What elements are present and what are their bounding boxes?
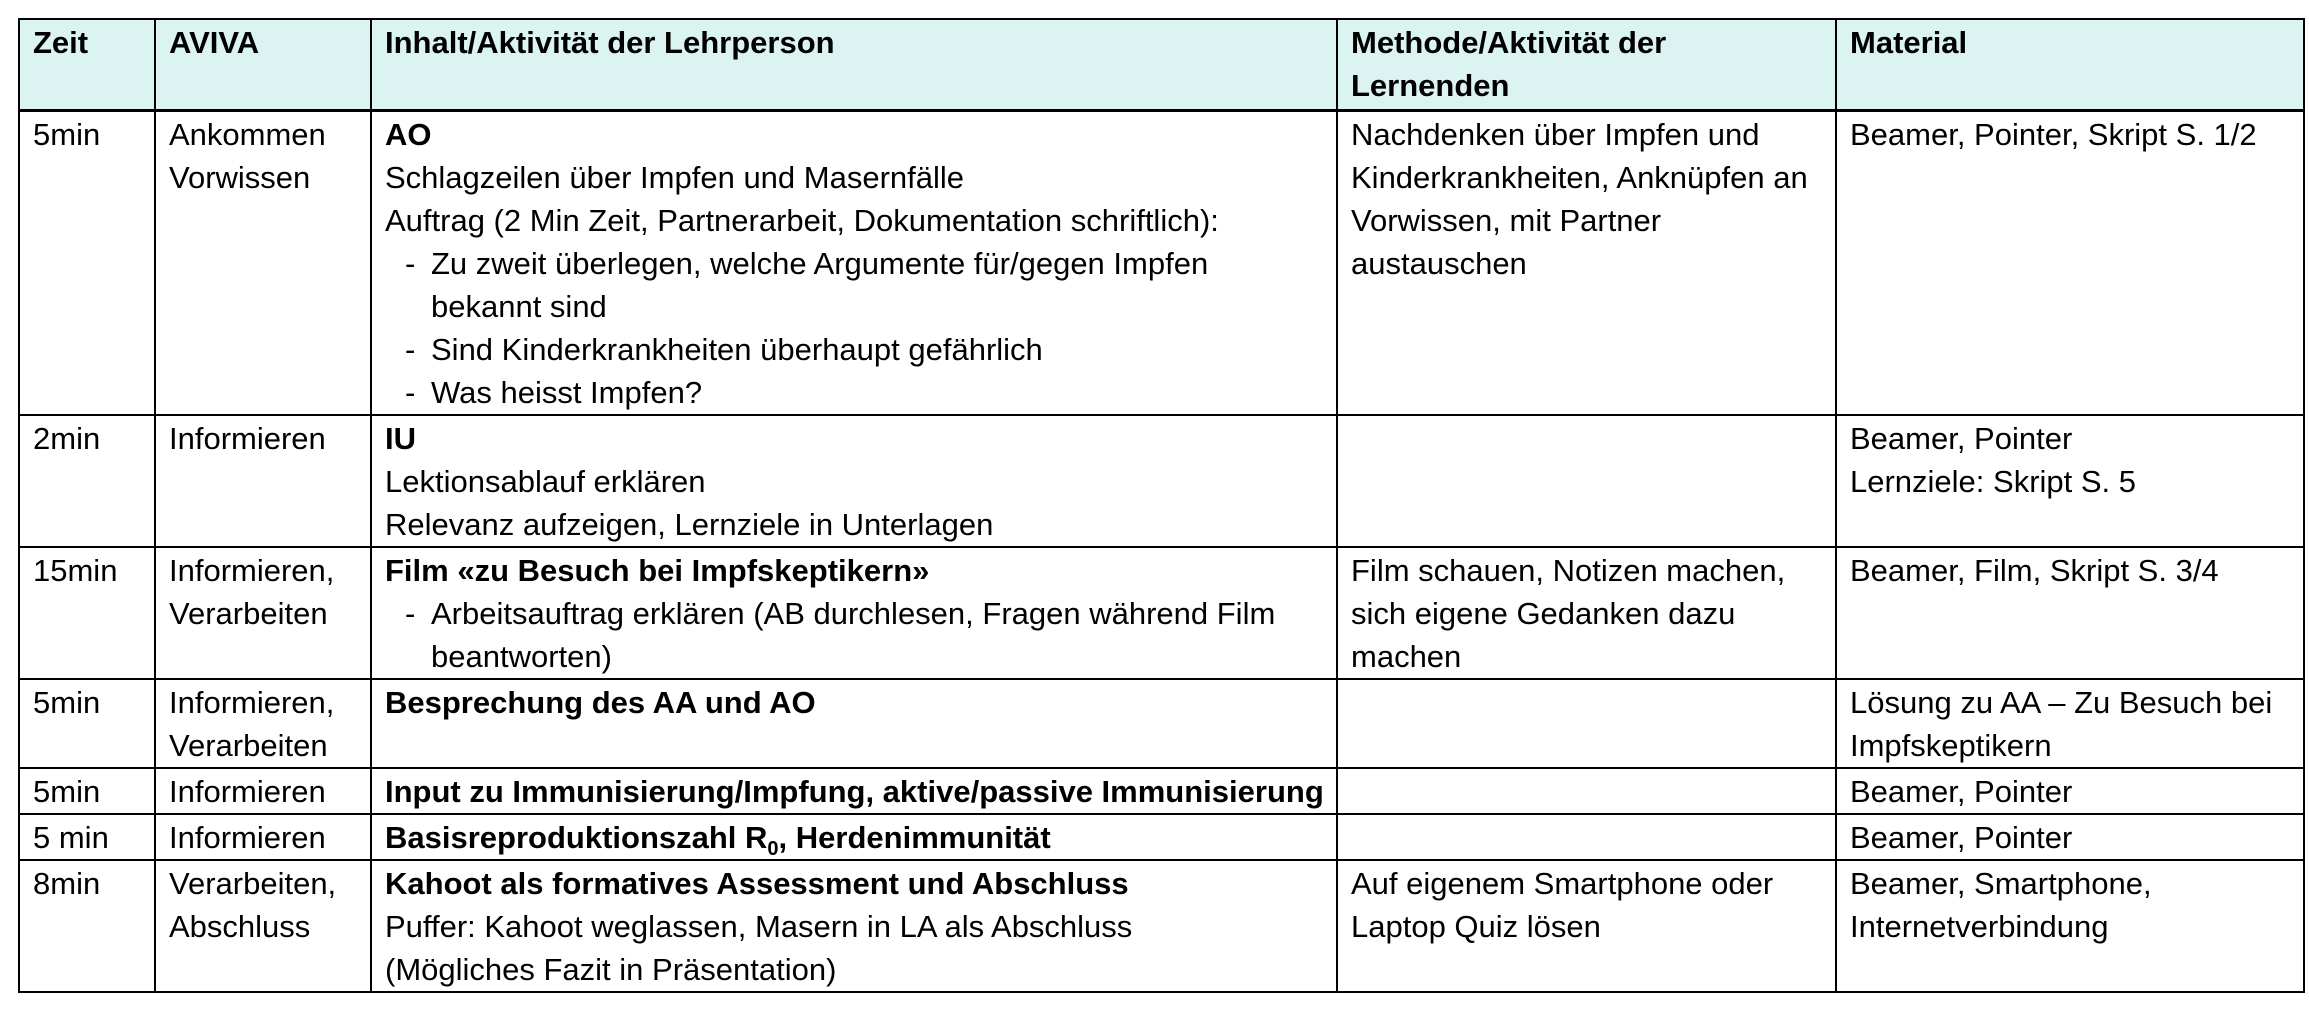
header-aviva: AVIVA [155, 19, 371, 111]
aviva-line: Verarbeiten, [169, 866, 337, 901]
cell-material [1836, 860, 2304, 992]
cell-methode: Auf eigenem Smartphone oder Laptop Quiz lösen [1337, 860, 1836, 992]
inhalt-title-subscript: 0 [767, 838, 779, 860]
header-material: Material [1836, 19, 2304, 111]
inhalt-title [385, 816, 1326, 859]
list-item [385, 328, 1326, 371]
list-item [385, 242, 1326, 328]
header-row [19, 19, 2304, 111]
aviva-line: Informieren, [169, 553, 335, 588]
list-item-text: Arbeitsauftrag erklären (AB durchlesen, Fragen während Film beantworten) [431, 596, 1276, 674]
material-line: Beamer, Pointer [1850, 774, 2073, 809]
dash-bullet: - [405, 246, 416, 281]
dash-bullet: - [405, 375, 416, 410]
cell-zeit: 5min [19, 111, 155, 416]
cell-zeit: 5min [19, 679, 155, 768]
cell-inhalt [371, 814, 1337, 860]
dash-bullet: - [405, 596, 416, 631]
cell-aviva [155, 415, 371, 547]
cell-methode [1337, 679, 1836, 768]
table-row [19, 415, 2304, 547]
cell-aviva [155, 768, 371, 814]
cell-inhalt [371, 679, 1337, 768]
material-line: Beamer, Pointer [1850, 421, 2073, 456]
inhalt-title: Kahoot als formatives Assessment und Abschluss [385, 866, 1129, 901]
inhalt-line: (Mögliches Fazit in Präsentation) [385, 952, 837, 987]
inhalt-line: Relevanz aufzeigen, Lernziele in Unterlagen [385, 507, 994, 542]
inhalt-title: AO [385, 117, 432, 152]
inhalt-title: Film «zu Besuch bei Impfskeptikern» [385, 553, 930, 588]
table-row [19, 679, 2304, 768]
table-row [19, 111, 2304, 416]
cell-methode [1337, 814, 1836, 860]
aviva-line: Verarbeiten [169, 596, 328, 631]
lesson-plan-table [18, 18, 2305, 993]
inhalt-title: IU [385, 421, 416, 456]
cell-zeit: 2min [19, 415, 155, 547]
aviva-line: Abschluss [169, 909, 311, 944]
inhalt-bullet-list [385, 242, 1326, 414]
material-line: Beamer, Film, Skript S. 3/4 [1850, 553, 2219, 588]
aviva-line: Ankommen [169, 117, 326, 152]
cell-material [1836, 814, 2304, 860]
table-row [19, 768, 2304, 814]
header-zeit: Zeit [19, 19, 155, 111]
aviva-line: Informieren [169, 820, 326, 855]
inhalt-title: Input zu Immunisierung/Impfung, aktive/passive Immunisierung [385, 774, 1324, 809]
aviva-line: Informieren [169, 774, 326, 809]
material-line: Lernziele: Skript S. 5 [1850, 464, 2137, 499]
inhalt-title: Besprechung des AA und AO [385, 685, 816, 720]
aviva-line: Verarbeiten [169, 728, 328, 763]
material-line: Beamer, Pointer [1850, 820, 2073, 855]
inhalt-title-main: Basisreproduktionszahl R [385, 820, 768, 855]
list-item [385, 371, 1326, 414]
list-item-text: Zu zweit überlegen, welche Argumente für/gegen Impfen bekannt sind [431, 246, 1209, 324]
cell-material [1836, 768, 2304, 814]
cell-methode: Nachdenken über Impfen und Kinderkrankheiten, Anknüpfen an Vorwissen, mit Partner austauschen [1337, 111, 1836, 416]
table-row [19, 547, 2304, 679]
inhalt-title-rest: , Herdenimmunität [778, 820, 1051, 855]
inhalt-line: Auftrag (2 Min Zeit, Partnerarbeit, Dokumentation schriftlich): [385, 203, 1219, 238]
material-line: Beamer, Smartphone, [1850, 866, 2152, 901]
cell-aviva [155, 679, 371, 768]
cell-methode [1337, 768, 1836, 814]
cell-material [1836, 547, 2304, 679]
dash-bullet: - [405, 332, 416, 367]
cell-inhalt [371, 415, 1337, 547]
cell-material [1836, 415, 2304, 547]
inhalt-line: Puffer: Kahoot weglassen, Masern in LA als Abschluss [385, 909, 1133, 944]
cell-zeit: 5min [19, 768, 155, 814]
cell-inhalt [371, 547, 1337, 679]
cell-aviva [155, 111, 371, 416]
cell-methode [1337, 415, 1836, 547]
cell-inhalt [371, 111, 1337, 416]
cell-zeit: 8min [19, 860, 155, 992]
cell-zeit: 5 min [19, 814, 155, 860]
material-line: Internetverbindung [1850, 909, 2109, 944]
list-item [385, 592, 1326, 678]
cell-material [1836, 111, 2304, 416]
cell-zeit: 15min [19, 547, 155, 679]
inhalt-line: Lektionsablauf erklären [385, 464, 706, 499]
inhalt-line: Schlagzeilen über Impfen und Masernfälle [385, 160, 965, 195]
list-item-text: Was heisst Impfen? [431, 375, 703, 410]
aviva-line: Informieren, [169, 685, 335, 720]
inhalt-bullet-list [385, 592, 1326, 678]
header-inhalt: Inhalt/Aktivität der Lehrperson [371, 19, 1337, 111]
lesson-plan-page [18, 18, 2303, 993]
aviva-line: Informieren [169, 421, 326, 456]
cell-aviva [155, 814, 371, 860]
material-line: Beamer, Pointer, Skript S. 1/2 [1850, 117, 2257, 152]
table-row [19, 814, 2304, 860]
cell-inhalt [371, 768, 1337, 814]
material-line: Lösung zu AA – Zu Besuch bei Impfskeptikern [1850, 685, 2281, 763]
cell-methode: Film schauen, Notizen machen, sich eigene Gedanken dazu machen [1337, 547, 1836, 679]
list-item-text: Sind Kinderkrankheiten überhaupt gefährlich [431, 332, 1043, 367]
cell-material [1836, 679, 2304, 768]
table-row [19, 860, 2304, 992]
aviva-line: Vorwissen [169, 160, 311, 195]
cell-aviva [155, 860, 371, 992]
cell-inhalt [371, 860, 1337, 992]
header-methode: Methode/Aktivität der Lernenden [1337, 19, 1836, 111]
cell-aviva [155, 547, 371, 679]
